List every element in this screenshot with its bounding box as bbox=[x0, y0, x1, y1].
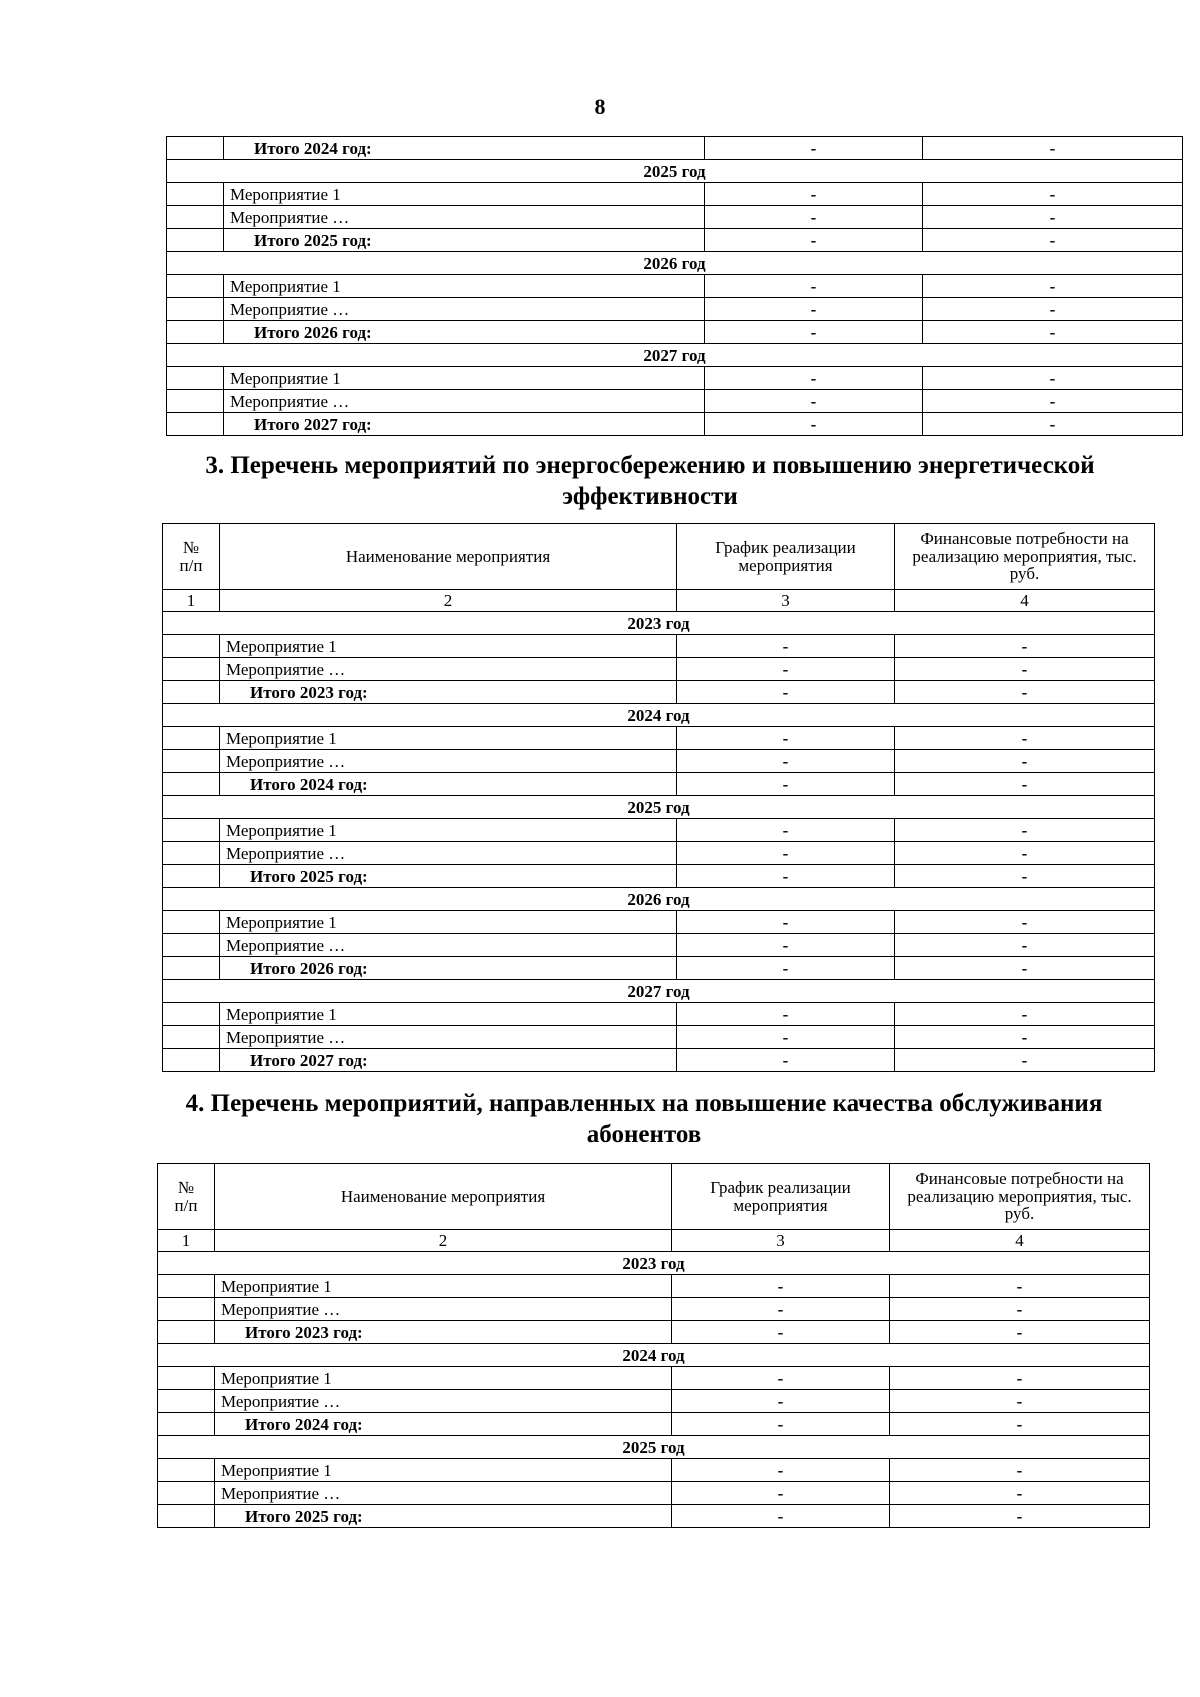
finance-value: - bbox=[890, 1413, 1150, 1436]
year-label: 2025 год bbox=[167, 160, 1183, 183]
table-row-label: Мероприятие … bbox=[220, 1026, 677, 1049]
table-row bbox=[163, 727, 1155, 750]
finance-value: - bbox=[895, 819, 1155, 842]
year-row bbox=[163, 888, 1155, 911]
table-row-label: Мероприятие … bbox=[220, 658, 677, 681]
total-row-label: Итого 2025 год: bbox=[215, 1505, 672, 1528]
total-row-label: Итого 2025 год: bbox=[224, 229, 705, 252]
table-row bbox=[158, 1367, 1150, 1390]
row-number bbox=[158, 1321, 215, 1344]
finance-value: - bbox=[895, 658, 1155, 681]
total-row-label: Итого 2026 год: bbox=[220, 957, 677, 980]
schedule-value: - bbox=[672, 1321, 890, 1344]
finance-value: - bbox=[895, 750, 1155, 773]
row-number bbox=[158, 1505, 215, 1528]
row-number bbox=[158, 1413, 215, 1436]
year-label: 2025 год bbox=[163, 796, 1155, 819]
table-row bbox=[163, 934, 1155, 957]
finance-value: - bbox=[890, 1390, 1150, 1413]
row-number bbox=[167, 321, 224, 344]
schedule-value: - bbox=[677, 957, 895, 980]
year-row bbox=[158, 1344, 1150, 1367]
year-row bbox=[158, 1252, 1150, 1275]
table-row bbox=[167, 206, 1183, 229]
year-row bbox=[163, 612, 1155, 635]
schedule-value: - bbox=[677, 819, 895, 842]
schedule-value: - bbox=[677, 1026, 895, 1049]
column-index: 4 bbox=[890, 1230, 1150, 1252]
total-row-label: Итого 2024 год: bbox=[220, 773, 677, 796]
schedule-value: - bbox=[677, 934, 895, 957]
section-4-table bbox=[157, 1163, 1150, 1528]
schedule-value: - bbox=[672, 1482, 890, 1505]
table-row-label: Мероприятие 1 bbox=[215, 1367, 672, 1390]
section-3-table bbox=[162, 523, 1155, 1072]
table-row-label: Мероприятие … bbox=[215, 1298, 672, 1321]
header-number: № п/п bbox=[163, 524, 220, 590]
page-number: 8 bbox=[594, 94, 606, 119]
row-number bbox=[163, 934, 220, 957]
table-row bbox=[158, 1390, 1150, 1413]
year-row bbox=[158, 1436, 1150, 1459]
finance-value: - bbox=[895, 727, 1155, 750]
row-number bbox=[158, 1482, 215, 1505]
total-row bbox=[167, 229, 1183, 252]
column-index: 2 bbox=[215, 1230, 672, 1252]
table-row-label: Мероприятие … bbox=[215, 1482, 672, 1505]
total-row-label: Итого 2025 год: bbox=[220, 865, 677, 888]
finance-value: - bbox=[895, 934, 1155, 957]
schedule-value: - bbox=[672, 1459, 890, 1482]
schedule-value: - bbox=[705, 275, 923, 298]
header-name: Наименование мероприятия bbox=[220, 524, 677, 590]
schedule-value: - bbox=[705, 206, 923, 229]
schedule-value: - bbox=[677, 681, 895, 704]
year-label: 2023 год bbox=[158, 1252, 1150, 1275]
header-name: Наименование мероприятия bbox=[215, 1164, 672, 1230]
year-label: 2024 год bbox=[163, 704, 1155, 727]
table-header-row bbox=[163, 524, 1155, 590]
schedule-value: - bbox=[677, 635, 895, 658]
table-row bbox=[158, 1298, 1150, 1321]
table-row bbox=[158, 1482, 1150, 1505]
column-index-row bbox=[163, 590, 1155, 612]
finance-value: - bbox=[923, 137, 1183, 160]
table-row bbox=[167, 183, 1183, 206]
finance-value: - bbox=[923, 321, 1183, 344]
table-row-label: Мероприятие 1 bbox=[224, 367, 705, 390]
table-row-label: Мероприятие … bbox=[215, 1390, 672, 1413]
row-number bbox=[167, 367, 224, 390]
row-number bbox=[163, 1003, 220, 1026]
section-4-title: 4. Перечень мероприятий, направленных на повышение качества обслуживания абонентов bbox=[185, 1090, 1103, 1148]
table-row-label: Мероприятие … bbox=[220, 750, 677, 773]
schedule-value: - bbox=[705, 229, 923, 252]
table-row bbox=[163, 750, 1155, 773]
table-row-label: Мероприятие 1 bbox=[220, 727, 677, 750]
header-number: № п/п bbox=[158, 1164, 215, 1230]
finance-value: - bbox=[895, 865, 1155, 888]
column-index: 3 bbox=[677, 590, 895, 612]
total-row bbox=[158, 1413, 1150, 1436]
table-row bbox=[163, 1003, 1155, 1026]
table-row bbox=[163, 842, 1155, 865]
table-row bbox=[167, 298, 1183, 321]
finance-value: - bbox=[890, 1298, 1150, 1321]
table-row bbox=[167, 390, 1183, 413]
table-row-label: Мероприятие … bbox=[224, 390, 705, 413]
schedule-value: - bbox=[677, 1049, 895, 1072]
year-label: 2025 год bbox=[158, 1436, 1150, 1459]
year-label: 2026 год bbox=[167, 252, 1183, 275]
finance-value: - bbox=[890, 1367, 1150, 1390]
header-schedule: График реализации мероприятия bbox=[672, 1164, 890, 1230]
table-row-label: Мероприятие … bbox=[220, 934, 677, 957]
table-row-label: Мероприятие … bbox=[224, 298, 705, 321]
row-number bbox=[163, 842, 220, 865]
column-index: 2 bbox=[220, 590, 677, 612]
finance-value: - bbox=[890, 1482, 1150, 1505]
finance-value: - bbox=[890, 1459, 1150, 1482]
year-row bbox=[163, 796, 1155, 819]
total-row-label: Итого 2024 год: bbox=[215, 1413, 672, 1436]
total-row bbox=[163, 1049, 1155, 1072]
schedule-value: - bbox=[705, 367, 923, 390]
finance-value: - bbox=[895, 911, 1155, 934]
row-number bbox=[163, 635, 220, 658]
table-row bbox=[163, 1026, 1155, 1049]
finance-value: - bbox=[895, 1026, 1155, 1049]
schedule-value: - bbox=[705, 321, 923, 344]
year-row bbox=[163, 980, 1155, 1003]
table-row bbox=[163, 911, 1155, 934]
row-number bbox=[163, 819, 220, 842]
schedule-value: - bbox=[677, 773, 895, 796]
row-number bbox=[167, 413, 224, 436]
table-row-label: Мероприятие 1 bbox=[224, 275, 705, 298]
finance-value: - bbox=[923, 367, 1183, 390]
table-header-row bbox=[158, 1164, 1150, 1230]
finance-value: - bbox=[923, 206, 1183, 229]
row-number bbox=[167, 298, 224, 321]
year-label: 2027 год bbox=[163, 980, 1155, 1003]
finance-value: - bbox=[923, 390, 1183, 413]
schedule-value: - bbox=[705, 298, 923, 321]
section-3-title: 3. Перечень мероприятий по энергосбережению и повышению энергетической эффективности bbox=[205, 452, 1095, 510]
row-number bbox=[158, 1390, 215, 1413]
table-row-label: Мероприятие 1 bbox=[220, 635, 677, 658]
finance-value: - bbox=[890, 1321, 1150, 1344]
total-row bbox=[163, 773, 1155, 796]
column-index: 4 bbox=[895, 590, 1155, 612]
table-row-label: Мероприятие 1 bbox=[220, 1003, 677, 1026]
table-row bbox=[163, 635, 1155, 658]
row-number bbox=[163, 727, 220, 750]
total-row-label: Итого 2023 год: bbox=[215, 1321, 672, 1344]
total-row-label: Итого 2027 год: bbox=[220, 1049, 677, 1072]
total-row bbox=[163, 681, 1155, 704]
row-number bbox=[167, 229, 224, 252]
table-row-label: Мероприятие 1 bbox=[215, 1459, 672, 1482]
row-number bbox=[163, 750, 220, 773]
row-number bbox=[163, 911, 220, 934]
schedule-value: - bbox=[677, 865, 895, 888]
schedule-value: - bbox=[672, 1413, 890, 1436]
continued-table bbox=[166, 136, 1183, 436]
finance-value: - bbox=[895, 681, 1155, 704]
total-row bbox=[158, 1321, 1150, 1344]
year-row bbox=[167, 252, 1183, 275]
row-number bbox=[163, 865, 220, 888]
row-number bbox=[163, 957, 220, 980]
row-number bbox=[158, 1367, 215, 1390]
schedule-value: - bbox=[677, 658, 895, 681]
table-row bbox=[158, 1459, 1150, 1482]
row-number bbox=[167, 390, 224, 413]
finance-value: - bbox=[895, 773, 1155, 796]
schedule-value: - bbox=[677, 911, 895, 934]
table-row-label: Мероприятие 1 bbox=[224, 183, 705, 206]
header-finance: Финансовые потребности на реализацию мероприятия, тыс. руб. bbox=[890, 1164, 1150, 1230]
row-number bbox=[167, 137, 224, 160]
table-row-label: Мероприятие 1 bbox=[220, 819, 677, 842]
column-index: 1 bbox=[163, 590, 220, 612]
schedule-value: - bbox=[705, 390, 923, 413]
year-row bbox=[163, 704, 1155, 727]
column-index: 1 bbox=[158, 1230, 215, 1252]
total-row bbox=[163, 865, 1155, 888]
total-row bbox=[158, 1505, 1150, 1528]
table-row-label: Мероприятие … bbox=[224, 206, 705, 229]
finance-value: - bbox=[923, 183, 1183, 206]
table-row-label: Мероприятие 1 bbox=[220, 911, 677, 934]
finance-value: - bbox=[895, 842, 1155, 865]
table-row bbox=[163, 819, 1155, 842]
row-number bbox=[163, 773, 220, 796]
schedule-value: - bbox=[677, 750, 895, 773]
row-number bbox=[163, 681, 220, 704]
schedule-value: - bbox=[705, 183, 923, 206]
column-index: 3 bbox=[672, 1230, 890, 1252]
table-row bbox=[163, 658, 1155, 681]
year-label: 2026 год bbox=[163, 888, 1155, 911]
header-finance: Финансовые потребности на реализацию мероприятия, тыс. руб. bbox=[895, 524, 1155, 590]
schedule-value: - bbox=[677, 1003, 895, 1026]
total-row bbox=[167, 321, 1183, 344]
schedule-value: - bbox=[672, 1367, 890, 1390]
schedule-value: - bbox=[672, 1275, 890, 1298]
finance-value: - bbox=[895, 957, 1155, 980]
row-number bbox=[163, 1026, 220, 1049]
year-row bbox=[167, 160, 1183, 183]
schedule-value: - bbox=[672, 1298, 890, 1321]
table-row bbox=[167, 275, 1183, 298]
table-row-label: Мероприятие … bbox=[220, 842, 677, 865]
finance-value: - bbox=[895, 1049, 1155, 1072]
schedule-value: - bbox=[677, 727, 895, 750]
schedule-value: - bbox=[672, 1390, 890, 1413]
total-row-label: Итого 2026 год: bbox=[224, 321, 705, 344]
row-number bbox=[163, 658, 220, 681]
row-number bbox=[167, 183, 224, 206]
year-label: 2027 год bbox=[167, 344, 1183, 367]
year-row bbox=[167, 344, 1183, 367]
total-row bbox=[163, 957, 1155, 980]
header-schedule: График реализации мероприятия bbox=[677, 524, 895, 590]
total-row bbox=[167, 413, 1183, 436]
row-number bbox=[163, 1049, 220, 1072]
total-row-label: Итого 2023 год: bbox=[220, 681, 677, 704]
finance-value: - bbox=[923, 298, 1183, 321]
column-index-row bbox=[158, 1230, 1150, 1252]
table-row bbox=[167, 367, 1183, 390]
finance-value: - bbox=[895, 635, 1155, 658]
finance-value: - bbox=[923, 275, 1183, 298]
total-row bbox=[167, 137, 1183, 160]
total-row-label: Итого 2027 год: bbox=[224, 413, 705, 436]
total-row-label: Итого 2024 год: bbox=[224, 137, 705, 160]
schedule-value: - bbox=[677, 842, 895, 865]
finance-value: - bbox=[895, 1003, 1155, 1026]
finance-value: - bbox=[923, 413, 1183, 436]
finance-value: - bbox=[890, 1275, 1150, 1298]
year-label: 2024 год bbox=[158, 1344, 1150, 1367]
row-number bbox=[167, 275, 224, 298]
year-label: 2023 год bbox=[163, 612, 1155, 635]
row-number bbox=[158, 1275, 215, 1298]
row-number bbox=[158, 1459, 215, 1482]
table-row-label: Мероприятие 1 bbox=[215, 1275, 672, 1298]
finance-value: - bbox=[923, 229, 1183, 252]
row-number bbox=[158, 1298, 215, 1321]
schedule-value: - bbox=[705, 137, 923, 160]
table-row bbox=[158, 1275, 1150, 1298]
finance-value: - bbox=[890, 1505, 1150, 1528]
row-number bbox=[167, 206, 224, 229]
schedule-value: - bbox=[672, 1505, 890, 1528]
schedule-value: - bbox=[705, 413, 923, 436]
